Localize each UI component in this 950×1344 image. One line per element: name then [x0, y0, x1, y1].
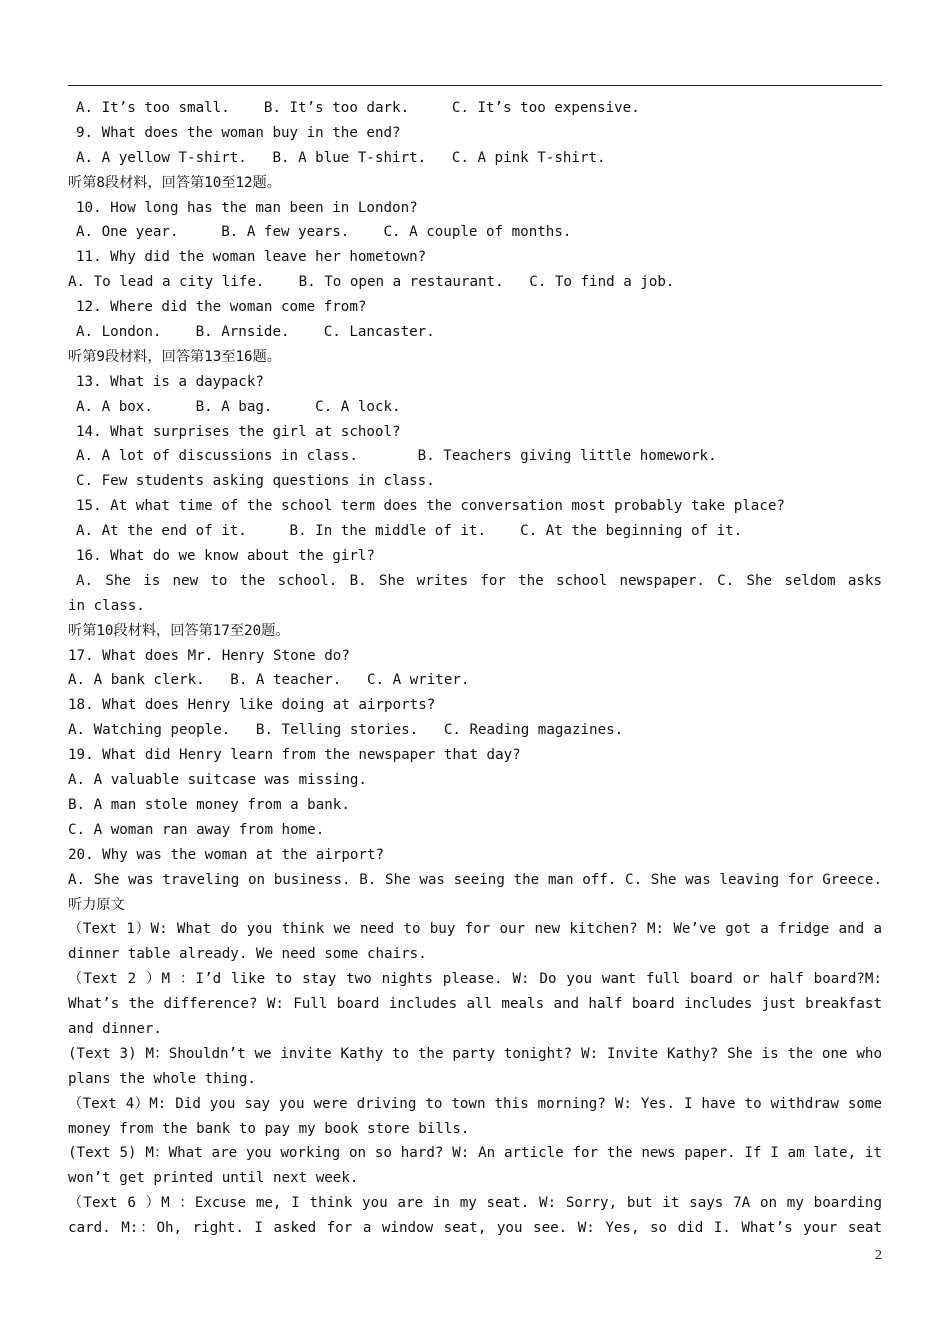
text-line: 19. What did Henry learn from the newspaper that day? — [68, 747, 521, 764]
text-line: A. She was traveling on business. B. She was seeing the man off. C. She was leaving for Greece. — [68, 871, 882, 888]
text-line: A. Watching people. B. Telling stories. C. Reading magazines. — [68, 722, 624, 739]
text-line: A. One year. B. A few years. C. A couple of months. — [76, 224, 572, 241]
text-line: and dinner. — [68, 1020, 162, 1037]
text-line: A. A lot of discussions in class. B. Teachers giving little homework. — [76, 448, 717, 465]
text-line: A. London. B. Arnside. C. Lancaster. — [76, 324, 435, 341]
text-line: A. She is new to the school. B. She writes for the school newspaper. C. She seldom asks — [76, 572, 882, 589]
text-line: 12. Where did the woman come from? — [76, 299, 367, 316]
text-line: （Text 4）M: Did you say you were driving to town this morning? W: Yes. I have to withdraw some — [68, 1095, 882, 1112]
text-line: C. Few students asking questions in class. — [76, 473, 435, 490]
text-line: A. A valuable suitcase was missing. — [68, 772, 367, 789]
text-line: dinner table already. We need some chairs. — [68, 946, 427, 963]
text-line: 20. Why was the woman at the airport? — [68, 846, 385, 863]
text-line: B. A man stole money from a bank. — [68, 796, 350, 813]
text-body — [68, 96, 882, 1241]
text-line: 听第8段材料，回答第10至12题。 — [68, 174, 281, 191]
text-line: （Text 6 ）M ：Excuse me, I think you are in my seat. W: Sorry, but it says 7A on my boarding — [68, 1195, 882, 1212]
text-line: 10. How long has the man been in London? — [76, 199, 418, 216]
text-line: 听力原文 — [68, 896, 125, 913]
text-line: 17. What does Mr. Henry Stone do? — [68, 647, 350, 664]
text-line: money from the bank to pay my book store bills. — [68, 1120, 470, 1137]
text-line: (Text 5) M：What are you working on so hard? W: An article for the news paper. If I am late, it — [68, 1145, 882, 1162]
text-line: won’t get printed until next week. — [68, 1170, 359, 1187]
text-line: (Text 3) M：Shouldn’t we invite Kathy to the party tonight? W: Invite Kathy? She is the one who — [68, 1045, 882, 1062]
text-line: A. At the end of it. B. In the middle of it. C. At the beginning of it. — [76, 523, 743, 540]
text-line: （Text 2 ）M ：I’d like to stay two nights please. W: Do you want full board or half board?M: — [68, 971, 882, 988]
text-line: 15. At what time of the school term does the conversation most probably take place? — [76, 498, 785, 515]
text-line: 14. What surprises the girl at school? — [76, 423, 401, 440]
text-line: （Text 1）W: What do you think we need to buy for our new kitchen? M: We’ve got a fridge and a — [68, 921, 882, 938]
text-line: A. A box. B. A bag. C. A lock. — [76, 398, 401, 415]
text-line: plans the whole thing. — [68, 1070, 256, 1087]
text-line: 16. What do we know about the girl? — [76, 548, 375, 565]
text-line: 听第9段材料，回答第13至16题。 — [68, 348, 281, 365]
page-number: 2 — [875, 1248, 882, 1263]
text-line: 13. What is a daypack? — [76, 373, 264, 390]
text-line: 11. Why did the woman leave her hometown? — [76, 249, 427, 266]
header-rule — [68, 85, 882, 86]
text-line: in class. — [68, 597, 145, 614]
text-line: What’s the difference? W: Full board includes all meals and half board includes just breakfast — [68, 996, 882, 1013]
text-line: 听第10段材料，回答第17至20题。 — [68, 622, 290, 639]
text-line: 18. What does Henry like doing at airports? — [68, 697, 436, 714]
text-line: 9. What does the woman buy in the end? — [76, 124, 401, 141]
text-line: A. To lead a city life. B. To open a restaurant. C. To find a job. — [68, 274, 675, 291]
text-line: A. It’s too small. B. It’s too dark. C. It’s too expensive. — [76, 100, 640, 116]
text-line: card. M:：Oh, right. I asked for a window seat, you see. W: Yes, so did I. What’s your seat — [68, 1220, 882, 1237]
text-line: C. A woman ran away from home. — [68, 821, 325, 838]
text-line: A. A yellow T-shirt. B. A blue T-shirt. C. A pink T-shirt. — [76, 149, 606, 166]
text-line: A. A bank clerk. B. A teacher. C. A writer. — [68, 672, 470, 689]
